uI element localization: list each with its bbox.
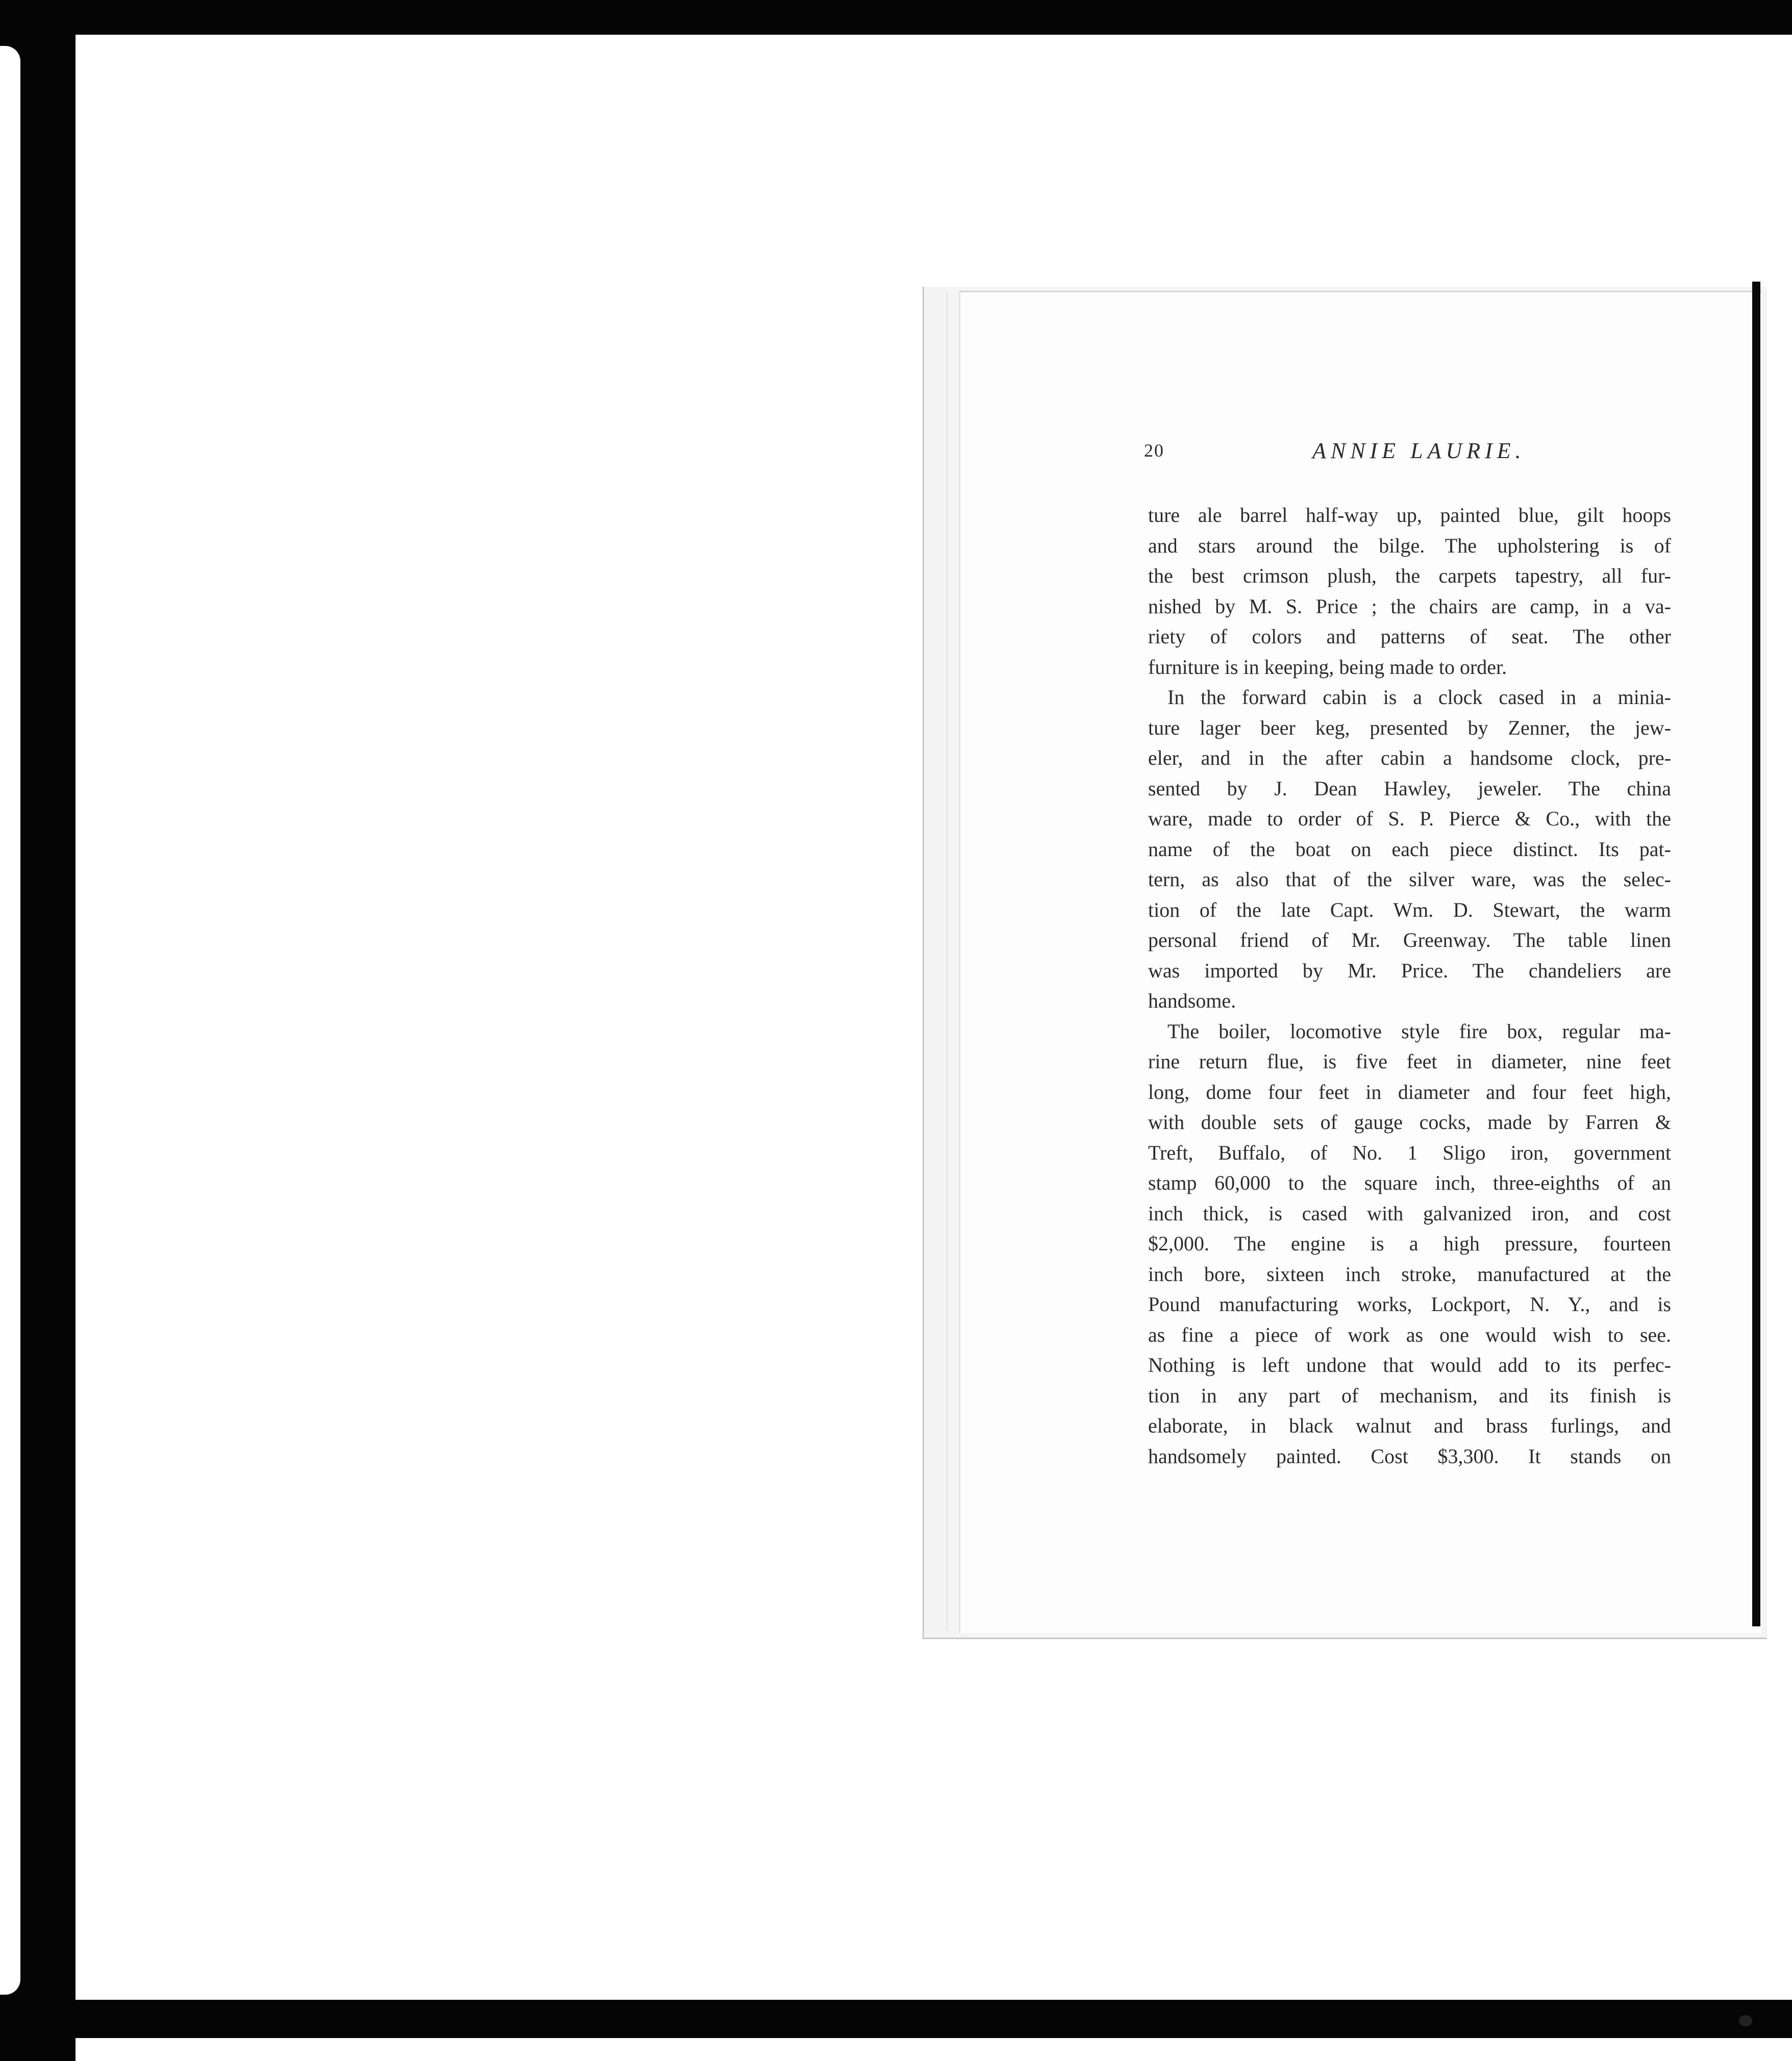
page-fold-line: [947, 293, 948, 1630]
text-line: name of the boat on each piece distinct. Its pat-: [1148, 837, 1671, 861]
text-line: and stars around the bilge. The upholstering is of: [1148, 534, 1671, 557]
text-line: rine return flue, is five feet in diameter, nine feet: [1148, 1050, 1671, 1073]
text-line: stamp 60,000 to the square inch, three-eighths of an: [1148, 1171, 1671, 1194]
scan-border-left-notch: [0, 46, 20, 1995]
body-text: [1148, 500, 1671, 1471]
text-line: elaborate, in black walnut and brass furlings, and: [1148, 1414, 1671, 1437]
text-line: handsome.: [1148, 989, 1236, 1012]
text-line: $2,000. The engine is a high pressure, fourteen: [1148, 1232, 1671, 1255]
running-title: ANNIE LAURIE.: [1312, 438, 1526, 463]
text-line: tern, as also that of the silver ware, was the selec-: [1148, 868, 1671, 891]
text-line: with double sets of gauge cocks, made by Farren &: [1148, 1111, 1671, 1134]
running-head: [1144, 440, 1542, 465]
text-line: tion of the late Capt. Wm. D. Stewart, the warm: [1148, 898, 1671, 921]
text-line: inch thick, is cased with galvanized iron, and cost: [1148, 1201, 1671, 1225]
scan-border-top: [0, 0, 1792, 35]
text-line: long, dome four feet in diameter and four feet high,: [1148, 1080, 1671, 1103]
text-line: Nothing is left undone that would add to its perfec-: [1148, 1353, 1671, 1376]
text-line: inch bore, sixteen inch stroke, manufactured at the: [1148, 1262, 1671, 1286]
text-line: was imported by Mr. Price. The chandeliers are: [1148, 959, 1671, 982]
page-number: 20: [1144, 440, 1164, 461]
text-line: personal friend of Mr. Greenway. The table linen: [1148, 928, 1671, 951]
text-line: sented by J. Dean Hawley, jeweler. The china: [1148, 776, 1671, 800]
text-line: nished by M. S. Price ; the chairs are camp, in a va-: [1148, 594, 1671, 618]
text-line: riety of colors and patterns of seat. The other: [1148, 625, 1671, 648]
text-line: In the forward cabin is a clock cased in a minia-: [1167, 686, 1671, 709]
text-line: ture ale barrel half-way up, painted blue, gilt hoops: [1148, 504, 1671, 526]
text-line: eler, and in the after cabin a handsome clock, pre-: [1148, 746, 1671, 769]
text-line: ture lager beer keg, presented by Zenner, the jew-: [1148, 716, 1671, 739]
text-line: Pound manufacturing works, Lockport, N. Y., and is: [1148, 1293, 1671, 1316]
scan-border-bottom-strip: [76, 2038, 1792, 2061]
text-line: handsomely painted. Cost $3,300. It stands on: [1148, 1444, 1671, 1468]
text-line: as fine a piece of work as one would wish to see.: [1148, 1323, 1671, 1346]
text-line: ware, made to order of S. P. Pierce & Co., with the: [1148, 807, 1671, 830]
text-line: Treft, Buffalo, of No. 1 Sligo iron, government: [1148, 1141, 1671, 1164]
text-line: The boiler, locomotive style fire box, regular ma-: [1167, 1019, 1671, 1043]
dust-speck: [1739, 2015, 1752, 2026]
text-line: tion in any part of mechanism, and its finish is: [1148, 1384, 1671, 1407]
text-line: furniture is in keeping, being made to order.: [1148, 655, 1507, 678]
facing-page-edge: [1752, 282, 1760, 1626]
text-line: the best crimson plush, the carpets tapestry, all fur-: [1148, 564, 1671, 587]
